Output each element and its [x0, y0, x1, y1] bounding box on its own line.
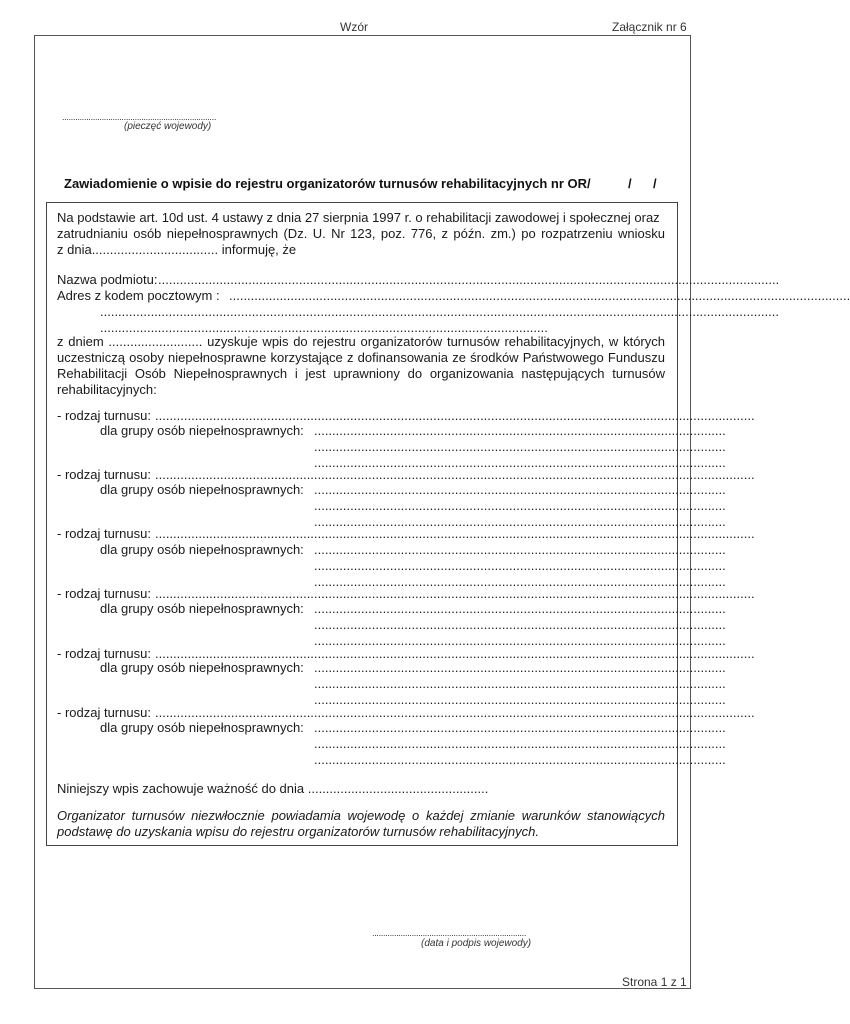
turnus-group-field[interactable]: ..................................................................................................................	[314, 423, 726, 438]
signature-caption: (data i podpis wojewody)	[421, 938, 532, 949]
turnus-group-label: dla grupy osób niepełnosprawnych:	[100, 482, 304, 497]
turnus-type-field[interactable]: ......................................................................................................................................................................	[155, 586, 755, 601]
registration-line: Rehabilitacji Osób Niepełnosprawnych i jest uprawniony do organizowania następujących turnusów	[57, 366, 665, 381]
intro-line: z dnia................................... informuję, że	[57, 242, 297, 257]
turnus-group-field[interactable]: ..................................................................................................................	[314, 439, 726, 454]
turnus-group-field[interactable]: ..................................................................................................................	[314, 558, 726, 573]
attachment-number: Załącznik nr 6	[612, 20, 687, 34]
turnus-group-field[interactable]: ..................................................................................................................	[314, 542, 726, 557]
turnus-group-field[interactable]: ..................................................................................................................	[314, 736, 726, 751]
form-template-label: Wzór	[340, 20, 368, 34]
turnus-group-label: dla grupy osób niepełnosprawnych:	[100, 542, 304, 557]
registration-line: uczestniczą osoby niepełnosprawne korzystające z dofinansowania ze środków Państwowego Funduszu	[57, 350, 665, 365]
address-field-line-3[interactable]: ............................................................................................................................	[100, 320, 548, 335]
turnus-group-field[interactable]: ..................................................................................................................	[314, 633, 726, 648]
intro-line: Na podstawie art. 10d ust. 4 ustawy z dnia 27 sierpnia 1997 r. o rehabilitacji zawodowej i społecznej oraz	[57, 210, 660, 225]
turnus-group-field[interactable]: ..................................................................................................................	[314, 498, 726, 513]
turnus-type-label: - rodzaj turnusu:	[57, 467, 151, 482]
turnus-group-field[interactable]: ..................................................................................................................	[314, 752, 726, 767]
turnus-group-field[interactable]: ..................................................................................................................	[314, 574, 726, 589]
organizer-notice-line: Organizator turnusów niezwłocznie powiadamia wojewodę o każdej zmianie warunków stanowiących	[57, 808, 665, 823]
turnus-group-label: dla grupy osób niepełnosprawnych:	[100, 720, 304, 735]
turnus-group-label: dla grupy osób niepełnosprawnych:	[100, 660, 304, 675]
page-number: Strona 1 z 1	[622, 975, 687, 989]
entity-name-label: Nazwa podmiotu:	[57, 272, 158, 287]
turnus-type-label: - rodzaj turnusu:	[57, 526, 151, 541]
turnus-group-label: dla grupy osób niepełnosprawnych:	[100, 423, 304, 438]
turnus-group-field[interactable]: ..................................................................................................................	[314, 660, 726, 675]
turnus-group-field[interactable]: ..................................................................................................................	[314, 514, 726, 529]
turnus-type-field[interactable]: ......................................................................................................................................................................	[155, 526, 755, 541]
turnus-group-label: dla grupy osób niepełnosprawnych:	[100, 601, 304, 616]
turnus-group-field[interactable]: ..................................................................................................................	[314, 676, 726, 691]
registration-line: rehabilitacyjnych:	[57, 382, 157, 397]
turnus-type-label: - rodzaj turnusu:	[57, 408, 151, 423]
turnus-type-field[interactable]: ......................................................................................................................................................................	[155, 408, 755, 423]
signature-dots: ......................................................................	[372, 928, 527, 938]
turnus-group-field[interactable]: ..................................................................................................................	[314, 617, 726, 632]
address-field-line-2[interactable]: ............................................................................................................................................................................................	[100, 304, 780, 319]
title-slash-2: /	[653, 176, 657, 191]
turnus-type-field[interactable]: ......................................................................................................................................................................	[155, 646, 755, 661]
address-field[interactable]: ............................................................................................................................................................................	[229, 288, 850, 303]
turnus-group-field[interactable]: ..................................................................................................................	[314, 482, 726, 497]
turnus-group-field[interactable]: ..................................................................................................................	[314, 720, 726, 735]
turnus-group-field[interactable]: ..................................................................................................................	[314, 455, 726, 470]
address-label: Adres z kodem pocztowym :	[57, 288, 220, 303]
registration-line: z dniem .......................... uzyskuje wpis do rejestru organizatorów turnusów rehabilitacyjnych, w których	[57, 334, 665, 349]
turnus-type-label: - rodzaj turnusu:	[57, 646, 151, 661]
intro-line: zatrudnianiu osób niepełnosprawnych (Dz. U. Nr 123, poz. 776, z późn. zm.) po rozpatrzeniu wniosku	[57, 226, 665, 241]
document-title: Zawiadomienie o wpisie do rejestru organizatorów turnusów rehabilitacyjnych nr OR/	[64, 176, 591, 191]
turnus-type-field[interactable]: ......................................................................................................................................................................	[155, 467, 755, 482]
turnus-group-field[interactable]: ..................................................................................................................	[314, 601, 726, 616]
title-slash-1: /	[628, 176, 632, 191]
turnus-type-field[interactable]: ......................................................................................................................................................................	[155, 705, 755, 720]
turnus-group-field[interactable]: ..................................................................................................................	[314, 692, 726, 707]
validity-statement: Niniejszy wpis zachowuje ważność do dnia ..................................................	[57, 781, 489, 796]
turnus-type-label: - rodzaj turnusu:	[57, 586, 151, 601]
entity-name-field[interactable]: ............................................................................................................................................................................	[158, 272, 780, 287]
turnus-type-label: - rodzaj turnusu:	[57, 705, 151, 720]
organizer-notice-line: podstawę do uzyskania wpisu do rejestru organizatorów turnusów rehabilitacyjnych.	[57, 824, 539, 839]
stamp-caption: (pieczęć wojewody)	[124, 121, 212, 132]
stamp-dots: ......................................................................	[62, 112, 217, 122]
